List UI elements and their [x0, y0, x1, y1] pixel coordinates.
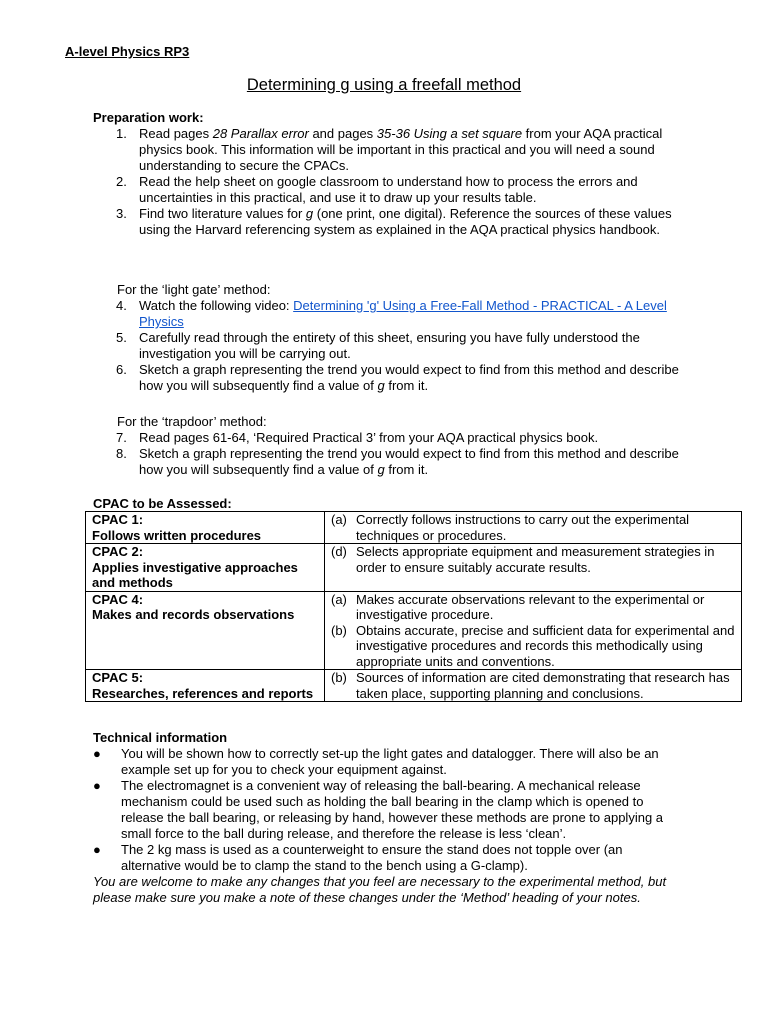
- criterion-letter: (b): [331, 670, 347, 685]
- cpac-name: Follows written procedures: [92, 527, 262, 543]
- bullet-text: You will be shown how to correctly set-up the light gates and datalogger. There will also be an example set up for you to check your equipment against.: [121, 746, 659, 777]
- list-item: [93, 362, 693, 394]
- cpac-cell: [86, 512, 325, 544]
- criterion-text: Sources of information are cited demonstrating that research has taken place, supporting planning and conclusions.: [356, 670, 730, 701]
- criterion: [331, 544, 737, 575]
- criterion: [331, 512, 737, 543]
- item-text: Sketch a graph representing the trend you would expect to find from this method and describe how you will subsequently find a value of: [139, 362, 679, 393]
- list-item: [93, 330, 693, 362]
- criteria-cell: [325, 591, 742, 670]
- list-number: 2.: [116, 174, 127, 189]
- bullet-icon: ●: [93, 746, 101, 761]
- light-gate-list: [93, 298, 693, 394]
- table-row: [86, 591, 742, 670]
- item-text-italic: 28 Parallax error: [212, 126, 309, 141]
- cpac-cell: [86, 670, 325, 702]
- bullet-icon: ●: [93, 842, 101, 857]
- criteria-cell: [325, 544, 742, 592]
- list-item: [93, 842, 683, 874]
- item-text: Carefully read through the entirety of this sheet, ensuring you have fully understood the investigation you will be carrying out.: [139, 330, 640, 361]
- item-text-italic: g: [377, 462, 385, 477]
- cpac-name: Makes and records observations: [92, 607, 295, 622]
- criteria-cell: [325, 512, 742, 544]
- closing-note: You are welcome to make any changes that you feel are necessary to the experimental method, but please make sure you make a note of these changes under the ‘Method’ heading of your notes.: [93, 874, 667, 905]
- table-row: [86, 512, 742, 544]
- technical-heading: Technical information: [93, 730, 228, 745]
- item-text: Read pages: [139, 126, 213, 141]
- list-number: 6.: [116, 362, 127, 377]
- item-text: Read the help sheet on google classroom to understand how to process the errors and uncertainties in this practical, and use it to draw up your results table.: [139, 174, 638, 205]
- criterion-letter: (d): [331, 544, 347, 559]
- cpac-cell: [86, 544, 325, 592]
- list-number: 3.: [116, 206, 127, 221]
- table-row: [86, 670, 742, 702]
- light-gate-section: [93, 282, 693, 394]
- item-text-italic: g: [377, 378, 385, 393]
- trapdoor-list: [93, 430, 693, 478]
- list-number: 7.: [116, 430, 127, 445]
- technical-list: [93, 746, 683, 874]
- list-item: [93, 446, 693, 478]
- criteria-cell: [325, 670, 742, 702]
- list-number: 8.: [116, 446, 127, 461]
- cpac-code: CPAC 4:: [92, 591, 144, 607]
- trapdoor-intro: For the ‘trapdoor’ method:: [117, 414, 267, 429]
- video-link[interactable]: Determining 'g' Using a Free-Fall Method - PRACTICAL - A Level Physics: [139, 298, 667, 329]
- item-text: Sketch a graph representing the trend you would expect to find from this method and describe how you will subsequently find a value of: [139, 446, 679, 477]
- list-item: [93, 430, 693, 446]
- list-number: 5.: [116, 330, 127, 345]
- list-item: [93, 126, 693, 174]
- criterion-text: Correctly follows instructions to carry out the experimental techniques or procedures.: [356, 512, 690, 543]
- item-text: Read pages 61-64, ‘Required Practical 3’ from your AQA practical physics book.: [139, 430, 599, 445]
- table-row: [86, 544, 742, 592]
- criterion: [331, 670, 737, 701]
- list-item: [93, 298, 693, 330]
- item-text: (one print, one digital). Reference the sources of these values using the Harvard referencing system as explained in the AQA practical physics handbook.: [139, 206, 672, 237]
- cpac-table: [85, 511, 742, 702]
- preparation-list: [93, 126, 693, 238]
- bullet-icon: ●: [93, 778, 101, 793]
- list-item: [93, 206, 693, 238]
- criterion-letter: (a): [331, 591, 347, 607]
- criterion: [331, 592, 737, 623]
- bullet-text: The 2 kg mass is used as a counterweight to ensure the stand does not topple over (an alternative would be to clamp the stand to the bench using a G-clamp).: [121, 842, 623, 873]
- criterion: [331, 623, 737, 670]
- document-header: A-level Physics RP3: [65, 44, 190, 59]
- item-text: and pages: [308, 126, 377, 141]
- cpac-name: Applies investigative approaches and methods: [92, 559, 298, 590]
- criterion-text: Obtains accurate, precise and sufficient data for experimental and investigative procedures and records this methodically using appropriate units and conventions.: [356, 622, 735, 669]
- light-gate-intro: For the ‘light gate’ method:: [117, 282, 271, 297]
- trapdoor-section: [93, 414, 693, 478]
- document-title: Determining g using a freefall method: [246, 76, 522, 94]
- item-text: from it.: [384, 462, 429, 477]
- criterion-text: Makes accurate observations relevant to the experimental or investigative procedure.: [356, 591, 705, 622]
- item-text: Find two literature values for: [139, 206, 306, 221]
- preparation-section: [93, 110, 693, 238]
- list-item: [93, 778, 683, 842]
- cpac-code: CPAC 1:: [92, 512, 144, 527]
- bullet-text: The electromagnet is a convenient way of releasing the ball-bearing. A mechanical release mechanism could be used such as holding the ball bearing in the clamp which is opened to release the ball bearing, or releasing by hand, however these methods are prone to applying a small force to the ball during release, and therefore the release is less ‘clean’.: [121, 778, 664, 841]
- preparation-heading: Preparation work:: [93, 110, 204, 125]
- list-number: 4.: [116, 298, 127, 313]
- criterion-letter: (b): [331, 622, 347, 638]
- list-item: [93, 746, 683, 778]
- cpac-name: Researches, references and reports: [92, 685, 314, 701]
- item-text-italic: g: [305, 206, 314, 221]
- item-text: from it.: [384, 378, 429, 393]
- list-number: 1.: [116, 126, 127, 141]
- technical-section: [93, 730, 683, 906]
- item-text-italic: 35-36 Using a set square: [376, 126, 523, 141]
- cpac-heading: CPAC to be Assessed:: [93, 496, 232, 511]
- cpac-code: CPAC 2:: [92, 544, 144, 559]
- list-item: [93, 174, 693, 206]
- criterion-letter: (a): [331, 512, 347, 527]
- item-text: from your AQA practical physics book. This information will be important in this practical and you will need a sound understanding to secure the CPACs.: [139, 126, 663, 173]
- item-text: Watch the following video:: [139, 298, 294, 313]
- cpac-cell: [86, 591, 325, 670]
- cpac-code: CPAC 5:: [92, 670, 144, 685]
- criterion-text: Selects appropriate equipment and measurement strategies in order to ensure suitably accurate results.: [356, 544, 715, 575]
